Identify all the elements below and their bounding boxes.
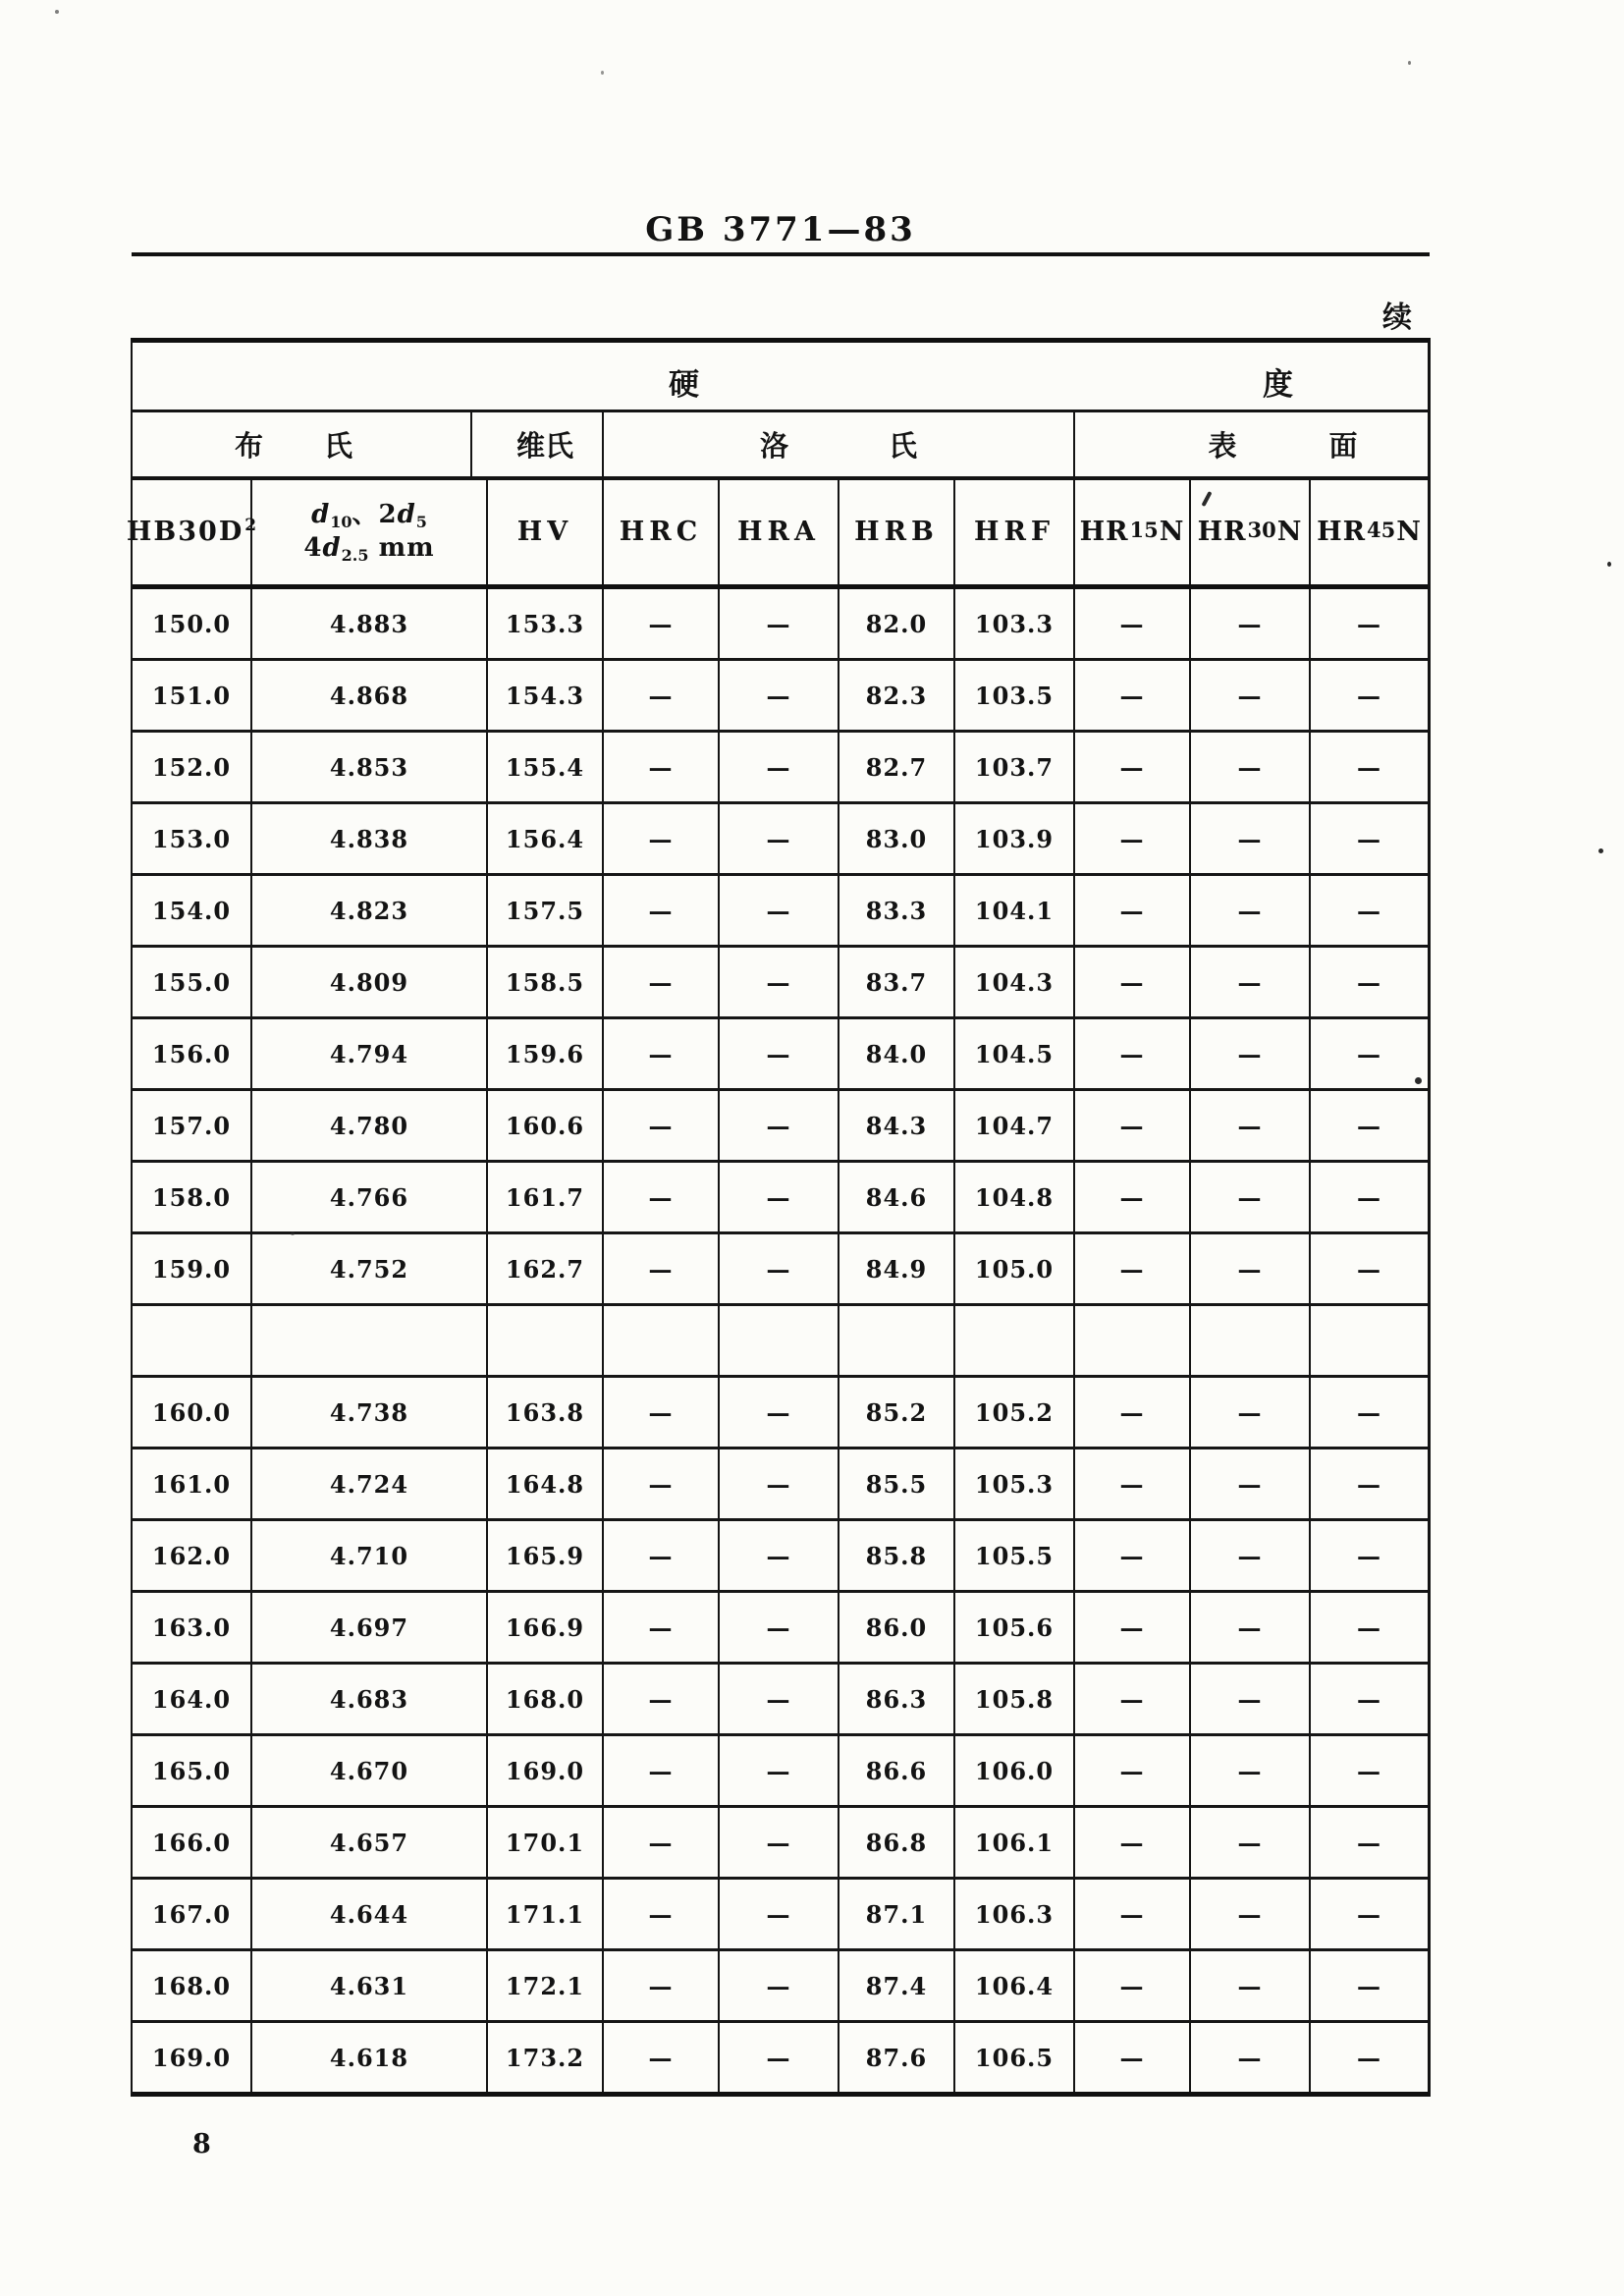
table-cell: 155.4: [488, 733, 604, 801]
table-cell: —: [1357, 2043, 1381, 2072]
table-cell: [1075, 1306, 1191, 1375]
table-cell: —: [1357, 1397, 1381, 1427]
table-cell: 84.6: [839, 1163, 955, 1231]
table-cell: —: [1357, 1899, 1381, 1929]
table-cell: 161.0: [133, 1449, 252, 1518]
table-cell: 103.5: [955, 661, 1075, 730]
table-cell: —: [604, 1880, 720, 1948]
table-cell: —: [720, 1234, 839, 1303]
table-cell: —: [1191, 589, 1311, 658]
group-superficial: 表 面: [1208, 429, 1358, 463]
table-cell: 4.883: [252, 589, 488, 658]
table-cell: —: [1191, 1951, 1311, 2020]
table-cell: 4.838: [252, 804, 488, 873]
table-cell: 169.0: [133, 2023, 252, 2092]
table-cell: —: [1357, 1254, 1381, 1284]
table-cell: 103.9: [955, 804, 1075, 873]
table-cell: 156.0: [133, 1019, 252, 1088]
hardness-char-right: 度: [1263, 367, 1293, 403]
continued-label: 续: [1382, 301, 1412, 335]
table-cell: —: [1191, 2023, 1311, 2092]
scan-speck: [601, 71, 604, 75]
col-header-indentation-diameter: $d_{10}$、$2d_5$ $4d_{2.5}$ mm: [252, 480, 488, 584]
table-cell: —: [1357, 1039, 1381, 1068]
table-cell: —: [1075, 1163, 1191, 1231]
table-cell: —: [720, 1163, 839, 1231]
table-cell: —: [720, 876, 839, 945]
scan-speck: [1408, 61, 1411, 65]
table-cell: 4.657: [252, 1808, 488, 1877]
table-cell: 158.5: [488, 948, 604, 1016]
table-cell: —: [720, 661, 839, 730]
table-cell: —: [1357, 609, 1381, 638]
table-row: [133, 804, 1428, 876]
table-cell: —: [604, 1736, 720, 1805]
table-cell: 164.8: [488, 1449, 604, 1518]
table-cell: 160.0: [133, 1378, 252, 1447]
table-cell: —: [604, 1449, 720, 1518]
table-cell: —: [604, 1665, 720, 1733]
table-cell: —: [1191, 1234, 1311, 1303]
table-cell: 162.0: [133, 1521, 252, 1590]
table-cell: 104.3: [955, 948, 1075, 1016]
table-cell: —: [1191, 1378, 1311, 1447]
table-cell: —: [1357, 896, 1381, 925]
table-cell: 173.2: [488, 2023, 604, 2092]
table-row: [133, 1091, 1428, 1163]
table-cell: [1191, 1306, 1311, 1375]
table-cell: —: [1075, 1951, 1191, 2020]
table-cell: —: [1357, 1828, 1381, 1857]
table-row: [133, 2023, 1428, 2092]
table-cell: 82.7: [839, 733, 955, 801]
table-cell: —: [604, 876, 720, 945]
table-cell: 154.3: [488, 661, 604, 730]
table-cell: —: [604, 589, 720, 658]
table-cell: —: [1075, 1593, 1191, 1662]
table-cell: —: [720, 1449, 839, 1518]
table-cell: —: [1357, 752, 1381, 782]
table-cell: —: [720, 2023, 839, 2092]
table-cell: —: [720, 1521, 839, 1590]
table-cell: [133, 1306, 252, 1375]
table-cell: [1311, 1306, 1428, 1375]
table-cell: —: [1357, 1613, 1381, 1642]
table-cell: —: [1357, 824, 1381, 853]
table-cell: —: [720, 1951, 839, 2020]
table-cell: 4.618: [252, 2023, 488, 2092]
table-cell: 157.5: [488, 876, 604, 945]
table-cell: 105.0: [955, 1234, 1075, 1303]
table-cell: —: [1075, 1378, 1191, 1447]
table-cell: 4.853: [252, 733, 488, 801]
col-header-hv: HV: [488, 480, 604, 584]
table-cell: —: [720, 1808, 839, 1877]
table-cell: —: [1075, 1449, 1191, 1518]
table-cell: —: [1191, 1521, 1311, 1590]
table-cell: —: [1191, 661, 1311, 730]
table-cell: 4.697: [252, 1593, 488, 1662]
table-cell: 160.6: [488, 1091, 604, 1160]
header-rule: [132, 252, 1430, 256]
table-cell: —: [1075, 1880, 1191, 1948]
table-row: [133, 1736, 1428, 1808]
table-row: [133, 733, 1428, 804]
hardness-char-left: 硬: [669, 367, 699, 403]
scan-speck: [1607, 562, 1611, 567]
table-cell: —: [1191, 876, 1311, 945]
table-cell: 4.738: [252, 1378, 488, 1447]
scale-group-row: [133, 412, 1428, 480]
table-cell: —: [604, 804, 720, 873]
page-number: 8: [192, 2129, 211, 2159]
table-cell: —: [604, 1808, 720, 1877]
table-cell: 164.0: [133, 1665, 252, 1733]
table-cell: —: [720, 1019, 839, 1088]
table-row: [133, 1880, 1428, 1951]
table-cell: 168.0: [488, 1665, 604, 1733]
table-cell: —: [1191, 1449, 1311, 1518]
table-cell: 86.8: [839, 1808, 955, 1877]
table-cell: 84.0: [839, 1019, 955, 1088]
table-cell: 154.0: [133, 876, 252, 945]
group-vickers: 维氏: [488, 412, 604, 476]
table-cell: 4.752: [252, 1234, 488, 1303]
table-cell: 86.3: [839, 1665, 955, 1733]
table-cell: 166.0: [133, 1808, 252, 1877]
table-body: [133, 589, 1428, 2092]
table-cell: —: [1075, 661, 1191, 730]
table-cell: 105.3: [955, 1449, 1075, 1518]
col-header-hb30d2: $HB30D^2$: [133, 480, 252, 584]
table-cell: —: [1075, 1808, 1191, 1877]
table-cell: 105.2: [955, 1378, 1075, 1447]
table-cell: —: [604, 733, 720, 801]
table-cell: —: [604, 1091, 720, 1160]
table-cell: —: [604, 1378, 720, 1447]
table-cell: —: [1191, 948, 1311, 1016]
table-cell: 85.2: [839, 1378, 955, 1447]
table-cell: —: [720, 1736, 839, 1805]
table-cell: 106.4: [955, 1951, 1075, 2020]
table-cell: —: [604, 1234, 720, 1303]
table-cell: 169.0: [488, 1736, 604, 1805]
table-cell: 106.5: [955, 2023, 1075, 2092]
table-row: [133, 876, 1428, 948]
table-cell: —: [720, 589, 839, 658]
table-cell: —: [1191, 1665, 1311, 1733]
table-cell: —: [604, 1593, 720, 1662]
table-cell: 165.9: [488, 1521, 604, 1590]
table-cell: 163.0: [133, 1593, 252, 1662]
table-cell: —: [1357, 1541, 1381, 1570]
scan-speck: [291, 1231, 295, 1235]
scan-speck: [1598, 848, 1603, 853]
table-cell: 105.6: [955, 1593, 1075, 1662]
table-row: [133, 589, 1428, 661]
table-cell: 83.0: [839, 804, 955, 873]
table-cell: 105.8: [955, 1665, 1075, 1733]
table-cell: 84.9: [839, 1234, 955, 1303]
table-row: [133, 1951, 1428, 2023]
column-header-row: [126, 480, 1428, 589]
table-cell: —: [720, 1880, 839, 1948]
table-cell: 153.0: [133, 804, 252, 873]
table-cell: 103.3: [955, 589, 1075, 658]
table-cell: —: [720, 804, 839, 873]
table-cell: 87.6: [839, 2023, 955, 2092]
table-cell: 4.644: [252, 1880, 488, 1948]
table-cell: 84.3: [839, 1091, 955, 1160]
table-cell: 163.8: [488, 1378, 604, 1447]
col-header-hr15n: HR15N: [1075, 480, 1191, 584]
table-cell: —: [1191, 1593, 1311, 1662]
table-cell: [839, 1306, 955, 1375]
table-cell: 159.0: [133, 1234, 252, 1303]
document-code-title: GB 3771—83: [645, 210, 916, 249]
table-cell: —: [1191, 1736, 1311, 1805]
table-cell: 156.4: [488, 804, 604, 873]
table-cell: 104.5: [955, 1019, 1075, 1088]
table-cell: 104.1: [955, 876, 1075, 945]
table-cell: —: [1075, 2023, 1191, 2092]
table-cell: —: [1075, 948, 1191, 1016]
table-cell: 165.0: [133, 1736, 252, 1805]
table-cell: 85.8: [839, 1521, 955, 1590]
table-cell: —: [604, 1951, 720, 2020]
table-cell: 152.0: [133, 733, 252, 801]
table-cell: 4.823: [252, 876, 488, 945]
table-cell: —: [1357, 1469, 1381, 1499]
table-cell: [252, 1306, 488, 1375]
col-header-hr30n: HR30N: [1191, 480, 1311, 584]
table-cell: 106.1: [955, 1808, 1075, 1877]
table-row: [133, 1234, 1428, 1306]
table-cell: 4.868: [252, 661, 488, 730]
table-cell: 4.631: [252, 1951, 488, 2020]
table-cell: —: [1075, 876, 1191, 945]
table-cell: —: [1191, 804, 1311, 873]
table-cell: —: [1357, 1111, 1381, 1140]
table-cell: 82.3: [839, 661, 955, 730]
table-cell: 157.0: [133, 1091, 252, 1160]
table-cell: 103.7: [955, 733, 1075, 801]
table-cell: —: [1075, 589, 1191, 658]
table-cell: 87.4: [839, 1951, 955, 2020]
hardness-conversion-table: [126, 338, 1431, 2097]
table-cell: —: [604, 661, 720, 730]
table-cell: —: [1191, 1808, 1311, 1877]
table-row: [133, 1163, 1428, 1234]
table-cell: 86.6: [839, 1736, 955, 1805]
table-cell: —: [1357, 1971, 1381, 2000]
table-cell: —: [1357, 1182, 1381, 1212]
table-cell: —: [1357, 967, 1381, 997]
table-row: [133, 661, 1428, 733]
table-cell: 86.0: [839, 1593, 955, 1662]
table-cell: [720, 1306, 839, 1375]
table-cell: 153.3: [488, 589, 604, 658]
table-cell: —: [1357, 1756, 1381, 1785]
table-cell: 106.3: [955, 1880, 1075, 1948]
scan-speck: [55, 10, 59, 14]
scan-speck: [1415, 1077, 1422, 1084]
table-cell: 4.794: [252, 1019, 488, 1088]
table-row: [133, 1019, 1428, 1091]
table-cell: —: [1075, 1091, 1191, 1160]
table-cell: 170.1: [488, 1808, 604, 1877]
table-cell: —: [1075, 733, 1191, 801]
table-cell: 105.5: [955, 1521, 1075, 1590]
table-cell: —: [720, 1378, 839, 1447]
table-cell: 167.0: [133, 1880, 252, 1948]
table-cell: 4.683: [252, 1665, 488, 1733]
table-cell: —: [720, 1665, 839, 1733]
table-cell: —: [604, 1521, 720, 1590]
table-cell: 4.724: [252, 1449, 488, 1518]
table-cell: 162.7: [488, 1234, 604, 1303]
table-cell: 106.0: [955, 1736, 1075, 1805]
table-cell: 161.7: [488, 1163, 604, 1231]
table-row: [133, 1808, 1428, 1880]
table-cell: 168.0: [133, 1951, 252, 2020]
table-cell: 83.3: [839, 876, 955, 945]
table-cell: —: [720, 1091, 839, 1160]
table-row-empty: [133, 1306, 1428, 1378]
table-cell: 85.5: [839, 1449, 955, 1518]
table-row: [133, 1521, 1428, 1593]
table-cell: [604, 1306, 720, 1375]
table-cell: [488, 1306, 604, 1375]
table-cell: —: [1191, 1880, 1311, 1948]
col-header-hra: HRA: [720, 480, 839, 584]
table-cell: —: [1075, 1736, 1191, 1805]
col-header-hrf: HRF: [955, 480, 1075, 584]
table-cell: —: [720, 948, 839, 1016]
table-cell: 4.766: [252, 1163, 488, 1231]
table-cell: 158.0: [133, 1163, 252, 1231]
table-cell: 83.7: [839, 948, 955, 1016]
table-cell: —: [604, 1163, 720, 1231]
table-cell: —: [1075, 1234, 1191, 1303]
table-cell: 87.1: [839, 1880, 955, 1948]
col-header-hrc: HRC: [604, 480, 720, 584]
group-brinell: 布 氏: [117, 412, 472, 476]
table-cell: —: [1075, 804, 1191, 873]
table-cell: 4.710: [252, 1521, 488, 1590]
table-cell: —: [720, 1593, 839, 1662]
table-cell: —: [1075, 1665, 1191, 1733]
table-row: [133, 1449, 1428, 1521]
table-cell: —: [604, 948, 720, 1016]
table-cell: —: [1075, 1019, 1191, 1088]
table-cell: 159.6: [488, 1019, 604, 1088]
table-cell: —: [720, 733, 839, 801]
table-cell: —: [604, 2023, 720, 2092]
table-cell: [955, 1306, 1075, 1375]
table-cell: —: [1191, 733, 1311, 801]
table-cell: 155.0: [133, 948, 252, 1016]
col-header-hr45n: HR45N: [1317, 517, 1422, 548]
table-row: [133, 1665, 1428, 1736]
table-cell: 151.0: [133, 661, 252, 730]
table-cell: 4.780: [252, 1091, 488, 1160]
table-row: [133, 1593, 1428, 1665]
table-title-row: [133, 343, 1428, 412]
table-cell: 82.0: [839, 589, 955, 658]
table-cell: 4.809: [252, 948, 488, 1016]
table-cell: —: [1191, 1163, 1311, 1231]
table-cell: 104.7: [955, 1091, 1075, 1160]
table-row: [133, 1378, 1428, 1449]
table-cell: —: [1191, 1019, 1311, 1088]
table-cell: —: [1075, 1521, 1191, 1590]
table-row: [133, 948, 1428, 1019]
col-header-hrb: HRB: [839, 480, 955, 584]
table-cell: 166.9: [488, 1593, 604, 1662]
table-cell: 104.8: [955, 1163, 1075, 1231]
table-cell: 4.670: [252, 1736, 488, 1805]
table-cell: —: [1191, 1091, 1311, 1160]
table-cell: 171.1: [488, 1880, 604, 1948]
table-cell: —: [1357, 681, 1381, 710]
table-cell: —: [1357, 1684, 1381, 1714]
table-cell: —: [604, 1019, 720, 1088]
table-cell: 172.1: [488, 1951, 604, 2020]
table-cell: 150.0: [133, 589, 252, 658]
group-rockwell: 洛 氏: [604, 412, 1075, 476]
